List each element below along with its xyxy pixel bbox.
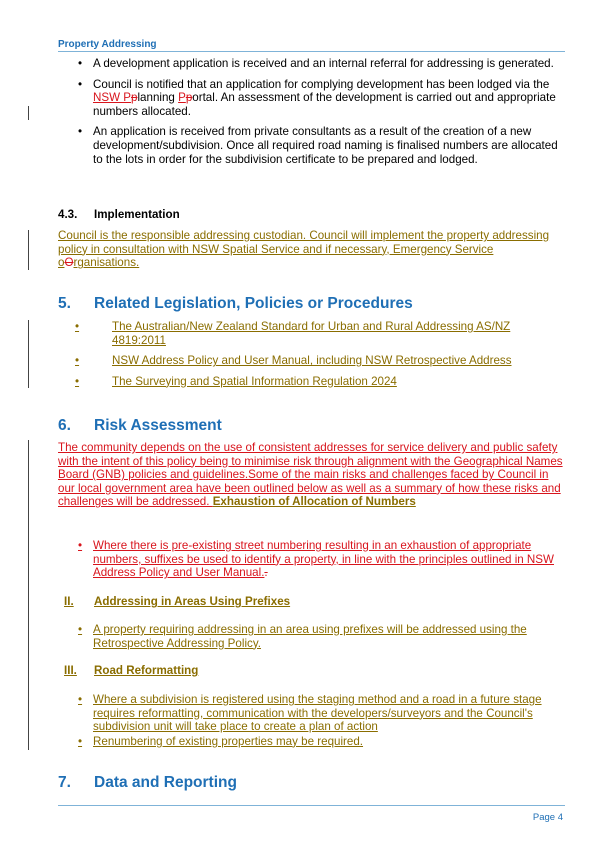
list-item: • The Australian/New Zealand Standard for Urban and Rural Addressing AS/NZ 4819:2011: [75, 320, 511, 347]
list-item: • NSW Address Policy and User Manual, including NSW Retrospective Address: [75, 354, 512, 368]
list-item: • Renumbering of existing properties may be required.: [78, 734, 364, 748]
list-item: • An application is received from private consultants as a result of the creation of a new development/subdivision. Once all required road naming is finalised numbers are allocated to the lots in order for the subdivision certificate to be prepared and lodged.: [78, 125, 558, 166]
section-6-sub3-heading: III. Road Reformatting: [64, 664, 199, 677]
section-5-list: [58, 320, 566, 395]
intro-bullets: [58, 57, 566, 173]
section-6-sub2-list: [58, 623, 566, 657]
page-number: Page 4: [532, 812, 563, 823]
list-item: • Where a subdivision is registered using the staging method and a road in a future stage requires reformatting, communication with the developers/surveyors and the Council's subdivision unit will take place to create a plan of action: [78, 693, 542, 734]
section-4-3-text: Council is the responsible addressing custodian. Council will implement the property addressing policy in consultation with NSW Spatial Service and if necessary, Emergency Service oOrganisations.: [58, 229, 550, 270]
change-bar: [28, 440, 29, 750]
footer-rule: [58, 805, 565, 806]
section-6-heading: 6. Risk Assessment: [58, 417, 222, 434]
section-6-sub3-list: [58, 693, 566, 755]
list-item: • Where there is pre-existing street numbering resulting in an exhaustion of appropriate numbers, suffixes be used to identify a property, in line with the principles outlined in NSW Address Policy and User Manual..: [78, 539, 554, 580]
section-6-sub1-list: [58, 539, 566, 587]
list-item: • A development application is received and an internal referral for addressing is generated.: [78, 57, 554, 70]
list-item: • Council is notified that an application for complying development has been lodged via the NSW Pplanning Pportal. An assessment of the development is carried out and appropriate numbers allocated.: [78, 77, 556, 118]
change-bar: [28, 230, 29, 270]
section-7-heading: 7. Data and Reporting: [58, 774, 237, 791]
list-item: • A property requiring addressing in an area using prefixes will be addressed using the Retrospective Addressing Policy.: [78, 623, 527, 650]
section-5-heading: 5. Related Legislation, Policies or Procedures: [58, 295, 413, 312]
header-rule: [58, 51, 565, 52]
section-6-sub2-heading: II. Addressing in Areas Using Prefixes: [64, 595, 291, 608]
running-header: Property Addressing: [58, 39, 157, 50]
change-bar: [28, 320, 29, 388]
change-bar: [28, 106, 29, 120]
section-4-3-heading: 4.3. Implementation: [58, 208, 180, 221]
list-item: • The Surveying and Spatial Information Regulation 2024: [75, 374, 397, 388]
section-6-paragraph: The community depends on the use of consistent addresses for service delivery and public safety with the intent of this policy being to minimise risk through alignment with the Geographical Names Board (GNB) policies and guidelines.Some of the main risks and challenges faced by Council in our local government area have been outlined below as well as a summary of how these risks and challenges will be addressed. Exhaustion of Allocation of Numbers: [58, 441, 563, 509]
